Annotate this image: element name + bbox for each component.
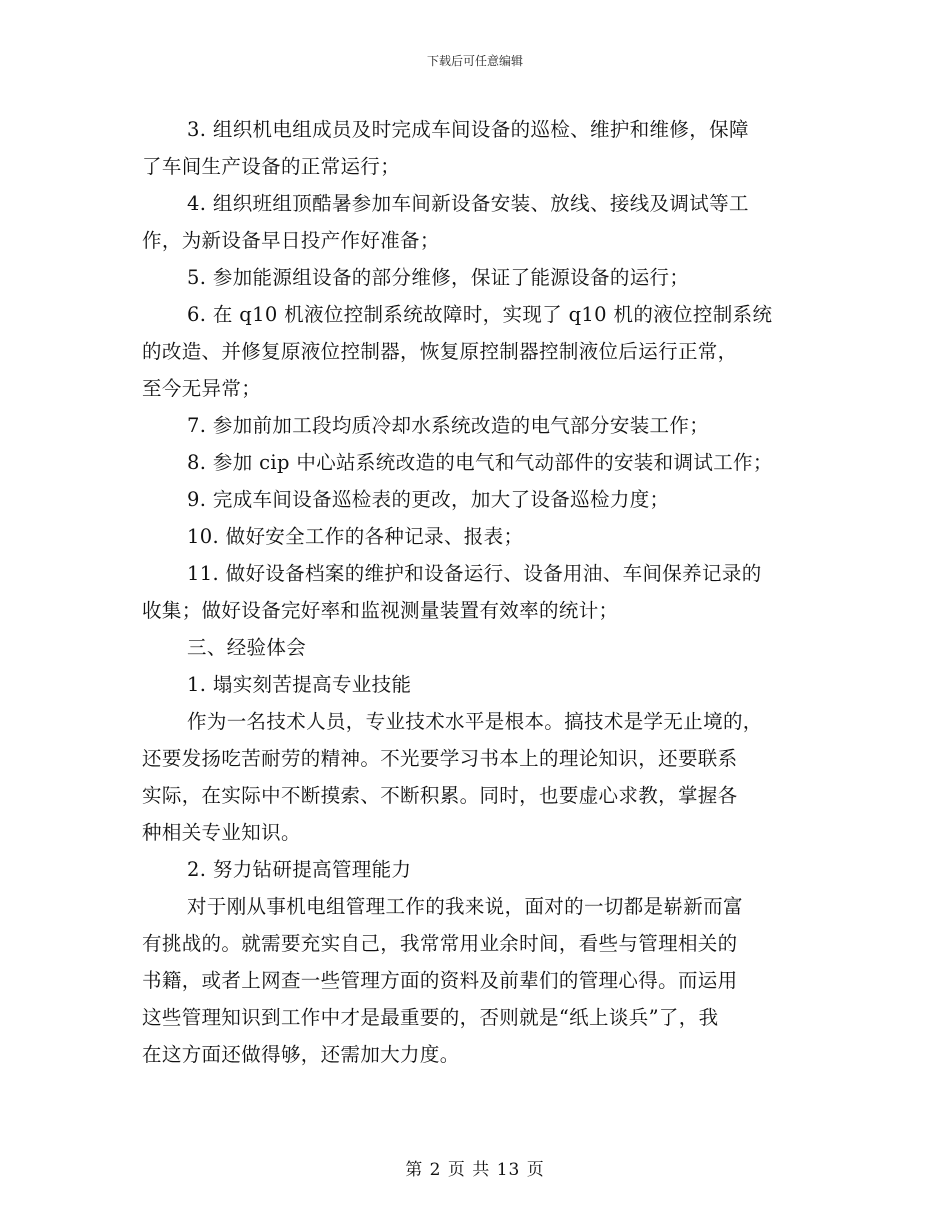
text-line: 种相关专业知识。	[142, 821, 301, 844]
text-line: 6. 在 q10 机液位控制系统故障时，实现了 q10 机的液位控制系统	[187, 303, 773, 326]
text-line: 4. 组织班组顶酷暑参加车间新设备安装、放线、接线及调试等工	[187, 192, 749, 215]
document-body	[142, 111, 822, 1073]
page-number-footer: 第 2 页 共 13 页	[405, 1160, 545, 1180]
text-line: 作，为新设备早日投产作好准备；	[142, 229, 440, 252]
text-line: 11. 做好设备档案的维护和设备运行、设备用油、车间保养记录的	[187, 562, 762, 585]
text-line: 7. 参加前加工段均质冷却水系统改造的电气部分安装工作；	[187, 414, 710, 437]
text-line: 这些管理知识到工作中才是最重要的，否则就是“纸上谈兵”了，我	[142, 1006, 719, 1029]
text-line: 8. 参加 cip 中心站系统改造的电气和气动部件的安装和调试工作；	[187, 451, 773, 474]
text-line: 至今无异常；	[142, 377, 262, 400]
text-line: 三、经验体会	[187, 636, 307, 659]
text-line: 的改造、并修复原液位控制器，恢复原控制器控制液位后运行正常，	[142, 340, 738, 363]
text-line: 5. 参加能源组设备的部分维修，保证了能源设备的运行；	[187, 266, 690, 289]
text-line: 作为一名技术人员，专业技术水平是根本。搞技术是学无止境的，	[187, 710, 763, 733]
text-line: 10. 做好安全工作的各种记录、报表；	[187, 525, 524, 548]
text-line: 了车间生产设备的正常运行；	[142, 155, 401, 178]
text-line: 有挑战的。就需要充实自己，我常常用业余时间，看些与管理相关的	[142, 932, 738, 955]
text-line: 2. 努力钻研提高管理能力	[187, 858, 412, 881]
text-line: 还要发扬吃苦耐劳的精神。不光要学习书本上的理论知识，还要联系	[142, 747, 738, 770]
text-line: 对于刚从事机电组管理工作的我来说，面对的一切都是崭新而富	[187, 895, 743, 918]
text-line: 书籍，或者上网查一些管理方面的资料及前辈们的管理心得。而运用	[142, 969, 738, 992]
text-line: 收集；做好设备完好率和监视测量装置有效率的统计；	[142, 599, 619, 622]
text-line: 3. 组织机电组成员及时完成车间设备的巡检、维护和维修，保障	[187, 118, 749, 141]
text-line: 1. 塌实刻苦提高专业技能	[187, 673, 412, 696]
page-header: 下载后可任意编辑	[426, 54, 523, 68]
text-line: 9. 完成车间设备巡检表的更改，加大了设备巡检力度；	[187, 488, 670, 511]
text-line: 在这方面还做得够，还需加大力度。	[142, 1043, 460, 1066]
text-line: 实际，在实际中不断摸索、不断积累。同时，也要虚心求教，掌握各	[142, 784, 738, 807]
